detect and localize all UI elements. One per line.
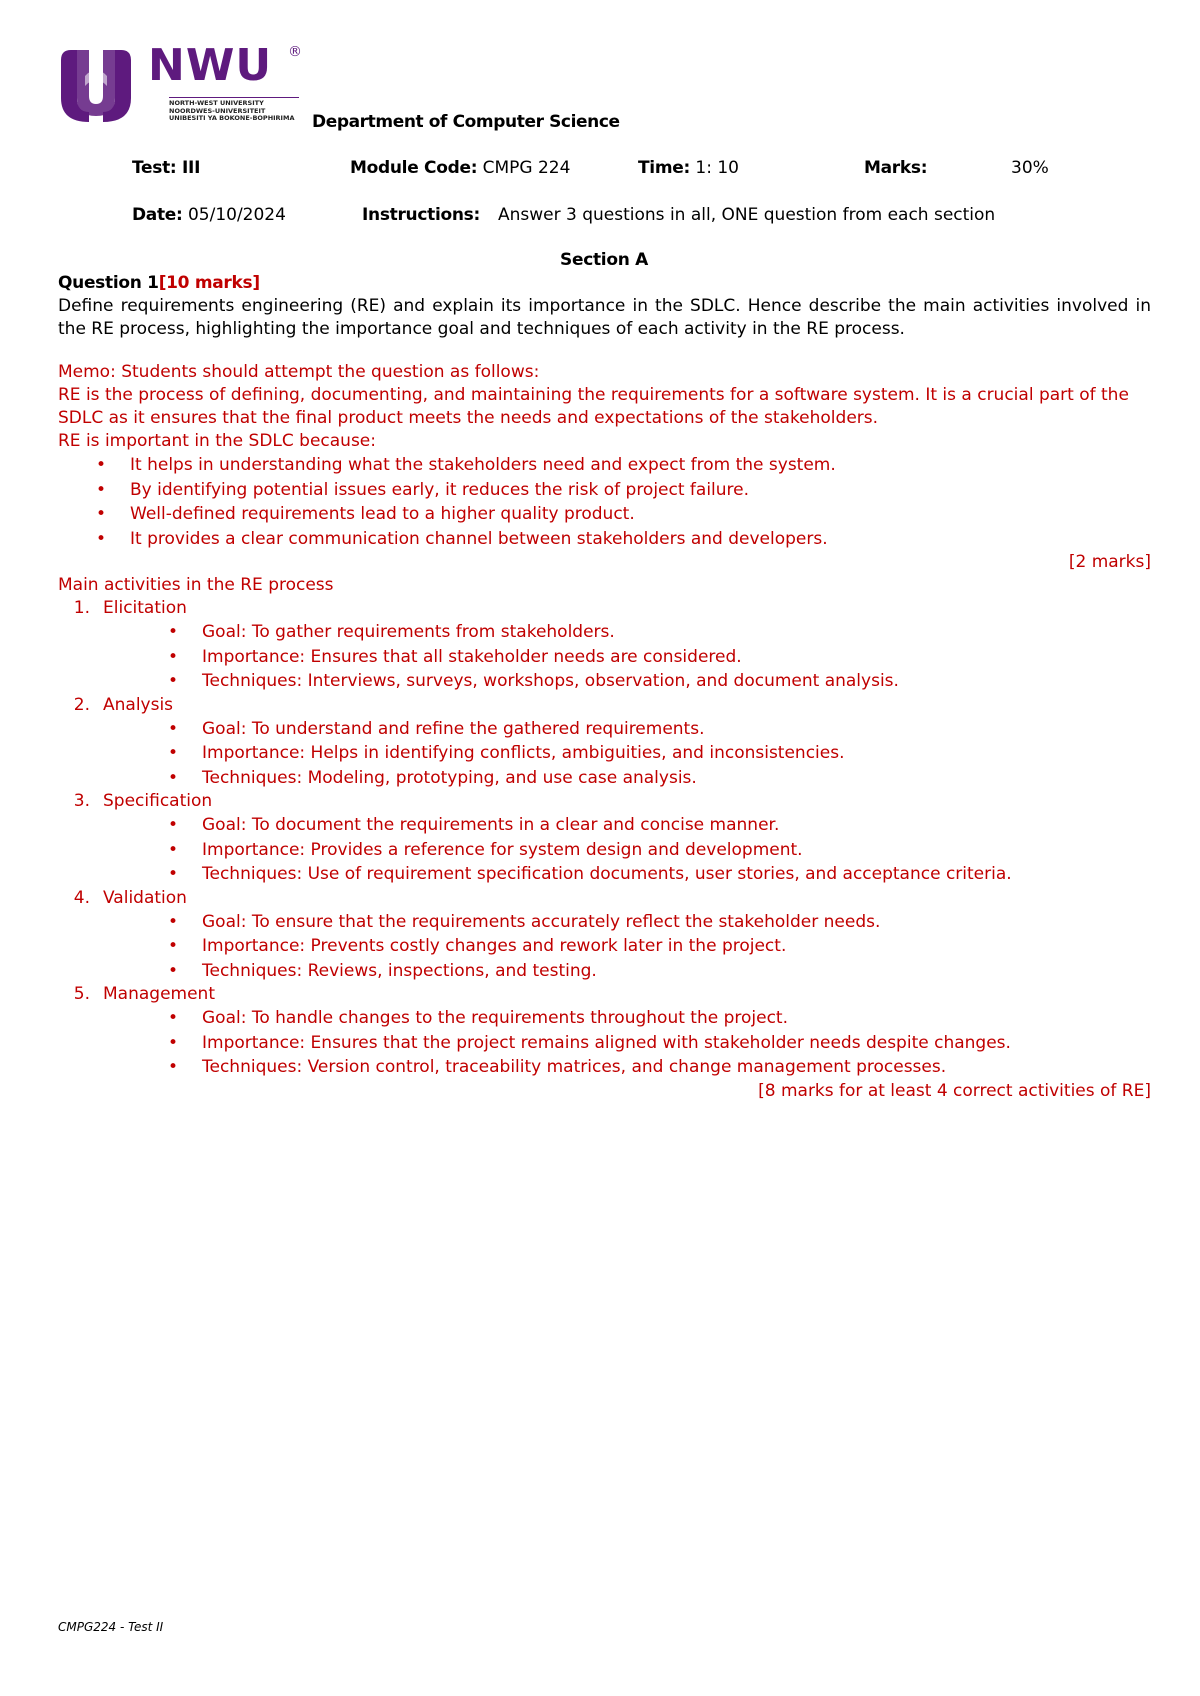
section-title: Section A [560, 250, 648, 270]
list-item: • Importance: Helps in identifying conflicts, ambiguities, and inconsistencies. [168, 741, 1151, 766]
activity-number: 1. [73, 598, 90, 618]
activity-name: Specification [103, 791, 213, 811]
activity-name: Elicitation [103, 598, 187, 618]
list-item: • Goal: To understand and refine the gathered requirements. [168, 717, 1151, 742]
nwu-emblem-icon [55, 46, 137, 126]
bullet-icon: • [168, 960, 179, 981]
bullet-icon: • [168, 864, 179, 884]
list-item: • Importance: Ensures that the project remains aligned with stakeholder needs despite changes. [168, 1031, 1151, 1056]
activity-number: 2. [73, 694, 90, 715]
department-title: Department of Computer Science [312, 112, 620, 132]
bullet-icon: • [168, 911, 179, 932]
bullet-icon: • [168, 767, 179, 788]
instructions-label: Instructions: [362, 205, 480, 225]
list-item: • It helps in understanding what the stakeholders need and expect from the system. [96, 453, 1151, 478]
bullet-icon: • [168, 815, 179, 835]
logo-divider [169, 97, 299, 98]
nwu-logo [55, 40, 315, 130]
bullet-icon: • [168, 622, 179, 642]
activity-item [58, 597, 1151, 694]
list-item: • Techniques: Interviews, surveys, workshops, observation, and document analysis. [168, 669, 1151, 694]
bullet-icon: • [168, 936, 179, 956]
list-item: • It provides a clear communication channel between stakeholders and developers. [96, 527, 1151, 552]
activity-number: 3. [73, 791, 90, 811]
list-item: • Techniques: Reviews, inspections, and testing. [168, 959, 1151, 984]
bullet-icon: • [168, 646, 179, 667]
date [132, 205, 286, 225]
list-item: • Techniques: Use of requirement specification documents, user stories, and acceptance criteria. [168, 862, 1151, 887]
time [638, 158, 739, 178]
list-item: • Goal: To document the requirements in a clear and concise manner. [168, 813, 1151, 838]
logo-subtitle [169, 100, 294, 123]
activity-item [58, 983, 1151, 1080]
activity-item [58, 887, 1151, 984]
list-item: • Importance: Ensures that all stakeholder needs are considered. [168, 645, 1151, 670]
list-item: • Goal: To gather requirements from stakeholders. [168, 620, 1151, 645]
memo [58, 361, 1151, 1103]
memo-definition: RE is the process of defining, documenting, and maintaining the requirements for a software system. It is a crucial part of the SDLC as it ensures that the final product meets the needs and expectations of the stakeholders. [58, 385, 1129, 428]
list-item: • Goal: To ensure that the requirements accurately reflect the stakeholder needs. [168, 910, 1151, 935]
bullet-icon: • [168, 718, 179, 739]
bullet-icon: • [168, 1057, 179, 1077]
memo-intro: Memo: Students should attempt the question as follows: [58, 362, 540, 382]
question-text: Define requirements engineering (RE) and explain its importance in the SDLC. Hence describe the main activities involved in the RE process, highlighting the importance goal and techniques of each activity in the RE process. [58, 296, 1151, 339]
module-code-label: Module Code: [350, 158, 478, 178]
activity-name: Analysis [103, 694, 174, 715]
marks-value: 30% [1011, 158, 1049, 178]
bullet-icon: • [96, 528, 107, 549]
list-item: • Importance: Provides a reference for system design and development. [168, 838, 1151, 863]
activity-number: 4. [73, 887, 90, 908]
bullet-icon: • [96, 504, 107, 524]
test-label: Test: III [132, 158, 201, 178]
bullet-icon: • [168, 1008, 179, 1028]
bullet-icon: • [168, 839, 179, 860]
list-item: • Techniques: Version control, traceability matrices, and change management processes. [168, 1055, 1151, 1080]
time-value: 1: 10 [695, 158, 739, 178]
list-item: • Importance: Prevents costly changes and rework later in the project. [168, 934, 1151, 959]
module-code-value: CMPG 224 [482, 158, 571, 178]
registered-mark: ® [288, 44, 302, 60]
bullet-icon: • [168, 743, 179, 763]
bullet-icon: • [168, 1032, 179, 1053]
instructions-value: Answer 3 questions in all, ONE question from each section [498, 205, 996, 225]
time-label: Time: [638, 158, 690, 178]
activity-name: Management [103, 984, 215, 1004]
importance-marks: [2 marks] [1068, 552, 1151, 572]
activity-item [58, 790, 1151, 887]
activity-name: Validation [103, 887, 187, 908]
logo-sub-line: NORTH-WEST UNIVERSITY [169, 99, 264, 107]
importance-list [96, 453, 1151, 551]
date-value: 05/10/2024 [187, 205, 286, 225]
memo-importance-intro: RE is important in the SDLC because: [58, 431, 376, 451]
bullet-icon: • [96, 455, 107, 475]
logo-wordmark: NWU [148, 40, 273, 91]
bullet-icon: • [168, 671, 179, 691]
question-title: Question 1 [58, 273, 159, 293]
list-item: • By identifying potential issues early, it reduces the risk of project failure. [96, 478, 1151, 503]
list-item: • Well-defined requirements lead to a higher quality product. [96, 502, 1151, 527]
activity-number: 5. [73, 984, 90, 1004]
question-heading [58, 272, 1151, 295]
activities-list [58, 597, 1151, 1080]
marks-label: Marks: [864, 158, 928, 178]
activities-intro: Main activities in the RE process [58, 575, 334, 595]
question-content [58, 272, 1151, 1103]
list-item: • Techniques: Modeling, prototyping, and use case analysis. [168, 766, 1151, 791]
logo-sub-line: NOORDWES-UNIVERSITEIT [169, 106, 266, 115]
page-footer: CMPG224 - Test II [58, 1620, 164, 1634]
question-marks: [10 marks] [158, 273, 260, 293]
activity-item [58, 694, 1151, 791]
module-code [350, 158, 570, 178]
bullet-icon: • [96, 479, 107, 500]
list-item: • Goal: To handle changes to the requirements throughout the project. [168, 1006, 1151, 1031]
logo-sub-line: UNIBESITI YA BOKONE-BOPHIRIMA [169, 114, 295, 122]
date-label: Date: [132, 205, 183, 225]
activities-marks: [8 marks for at least 4 correct activities of RE] [758, 1080, 1151, 1101]
